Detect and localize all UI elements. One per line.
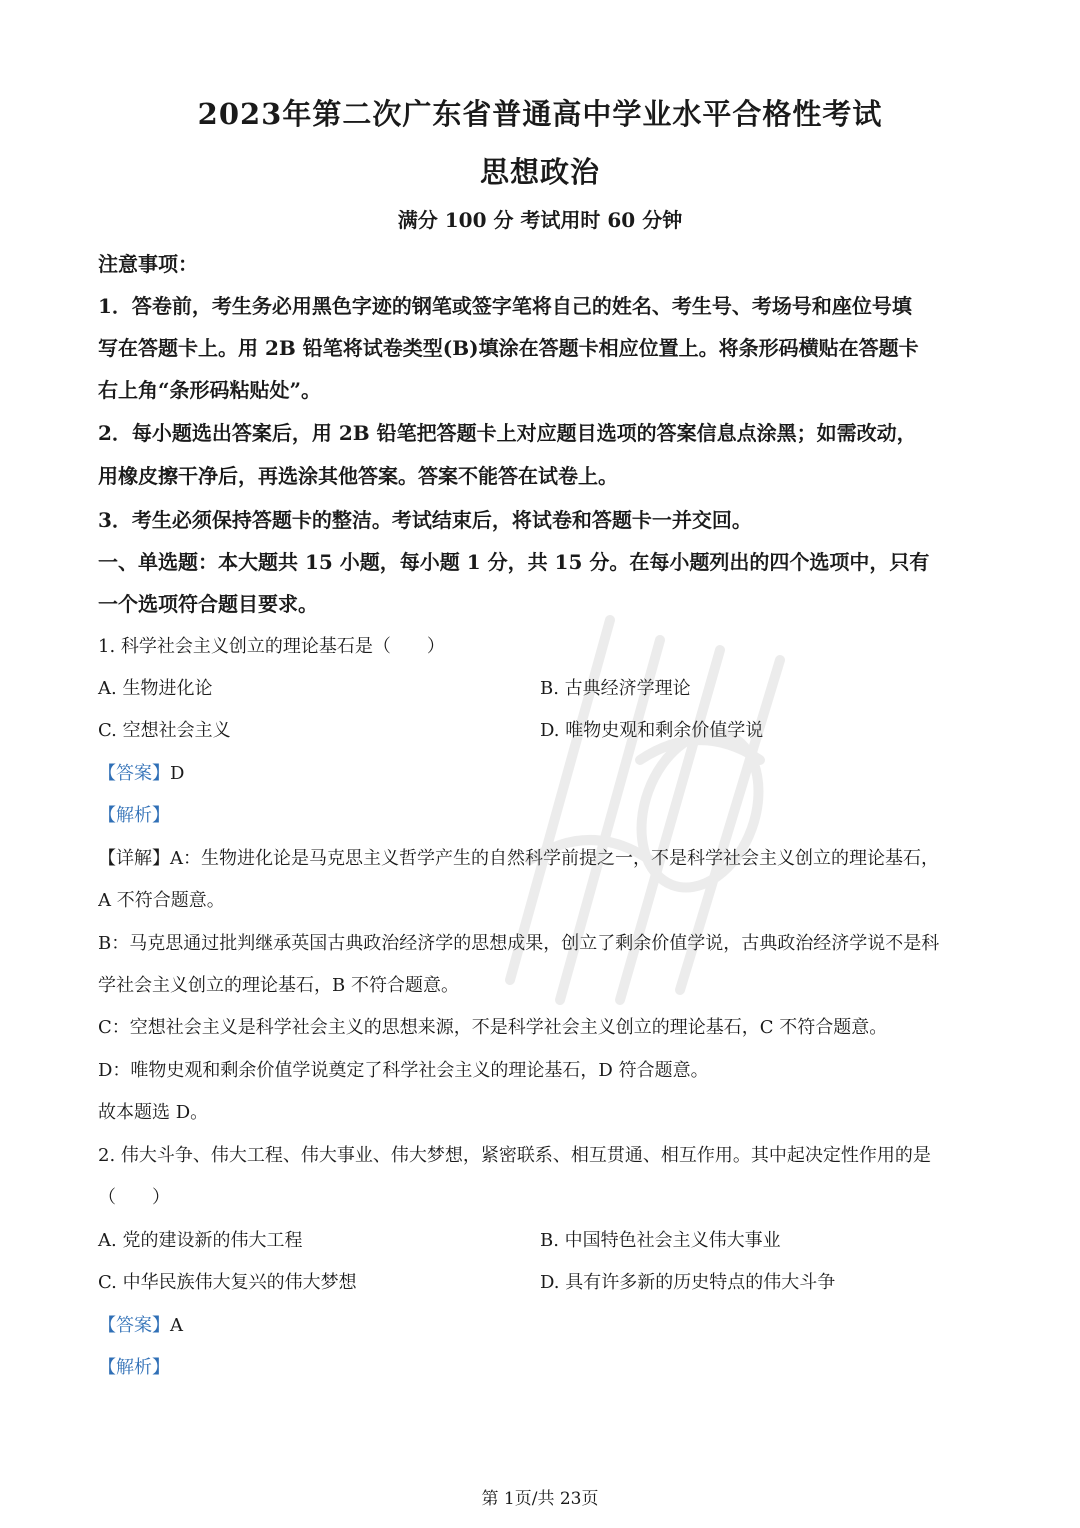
answer-tag: 【答案】 [98, 1315, 170, 1336]
q1-detail-line: 学社会主义创立的理论基石，B 不符合题意。 [98, 975, 459, 996]
page-number: 第 1页/共 23页 [481, 1489, 599, 1509]
notice-line: 1．答卷前，考生务必用黑色字迹的钢笔或签字笔将自己的姓名、考生号、考场号和座位号填 [98, 294, 912, 318]
notice-line: 2．每小题选出答案后，用 2B 铅笔把答题卡上对应题目选项的答案信息点涂黑；如需改动， [98, 421, 917, 445]
q1-detail-line: B：马克思通过批判继承英国古典政治经济学的思想成果，创立了剩余价值学说，古典政治经济学说不是科 [98, 933, 940, 954]
q2-option-b: B. 中国特色社会主义伟大事业 [540, 1230, 781, 1251]
section-heading: 一个选项符合题目要求。 [98, 592, 318, 616]
q2-option-c: C. 中华民族伟大复兴的伟大梦想 [98, 1272, 357, 1293]
detail-text: A：生物进化论是马克思主义哲学产生的自然科学前提之一，不是科学社会主义创立的理论基石， [170, 848, 939, 869]
notice-line: 写在答题卡上。用 2B 铅笔将试卷类型(B)填涂在答题卡相应位置上。将条形码横贴在答题卡 [98, 336, 919, 360]
q1-option-b: B. 古典经济学理论 [540, 678, 691, 699]
exam-title: 2023年第二次广东省普通高中学业水平合格性考试 [197, 97, 883, 131]
answer-value: A [170, 1315, 183, 1336]
q1-detail-line: C：空想社会主义是科学社会主义的思想来源，不是科学社会主义创立的理论基石，C 不符合题意。 [98, 1017, 888, 1038]
section-heading: 一、单选题：本大题共 15 小题，每小题 1 分，共 15 分。在每小题列出的四个选项中，只有 [98, 550, 930, 574]
q2-answer [98, 1311, 988, 1337]
subject-title: 思想政治 [479, 155, 600, 189]
q1-option-a: A. 生物进化论 [98, 678, 213, 699]
q1-answer [98, 759, 988, 785]
q2-option-a: A. 党的建设新的伟大工程 [98, 1230, 303, 1251]
q1-detail-line: D：唯物史观和剩余价值学说奠定了科学社会主义的理论基石，D 符合题意。 [98, 1060, 709, 1081]
q1-detail-line: A 不符合题意。 [98, 890, 225, 911]
detail-tag: 【详解】 [98, 848, 170, 869]
q1-analysis-tag: 【解析】 [98, 805, 170, 826]
exam-info: 满分 100 分 考试用时 60 分钟 [397, 208, 683, 232]
q1-detail-line [98, 844, 988, 870]
q2-analysis-tag: 【解析】 [98, 1357, 170, 1378]
q1-option-d: D. 唯物史观和剩余价值学说 [540, 720, 764, 741]
question-2-stem: （ ） [98, 1187, 170, 1208]
answer-tag: 【答案】 [98, 763, 170, 784]
notice-heading: 注意事项： [98, 252, 198, 276]
notice-line: 用橡皮擦干净后，再选涂其他答案。答案不能答在试卷上。 [98, 464, 618, 488]
q1-option-c: C. 空想社会主义 [98, 720, 231, 741]
question-1-stem: 1. 科学社会主义创立的理论基石是（ ） [98, 636, 445, 657]
notice-line: 3．考生必须保持答题卡的整洁。考试结束后，将试卷和答题卡一并交回。 [98, 508, 752, 532]
answer-value: D [170, 763, 185, 784]
q1-conclusion: 故本题选 D。 [98, 1102, 209, 1123]
question-2-stem: 2. 伟大斗争、伟大工程、伟大事业、伟大梦想，紧密联系、相互贯通、相互作用。其中起决定性作用的是 [98, 1145, 931, 1166]
q2-option-d: D. 具有许多新的历史特点的伟大斗争 [540, 1272, 836, 1293]
notice-line: 右上角“条形码粘贴处”。 [98, 378, 322, 402]
